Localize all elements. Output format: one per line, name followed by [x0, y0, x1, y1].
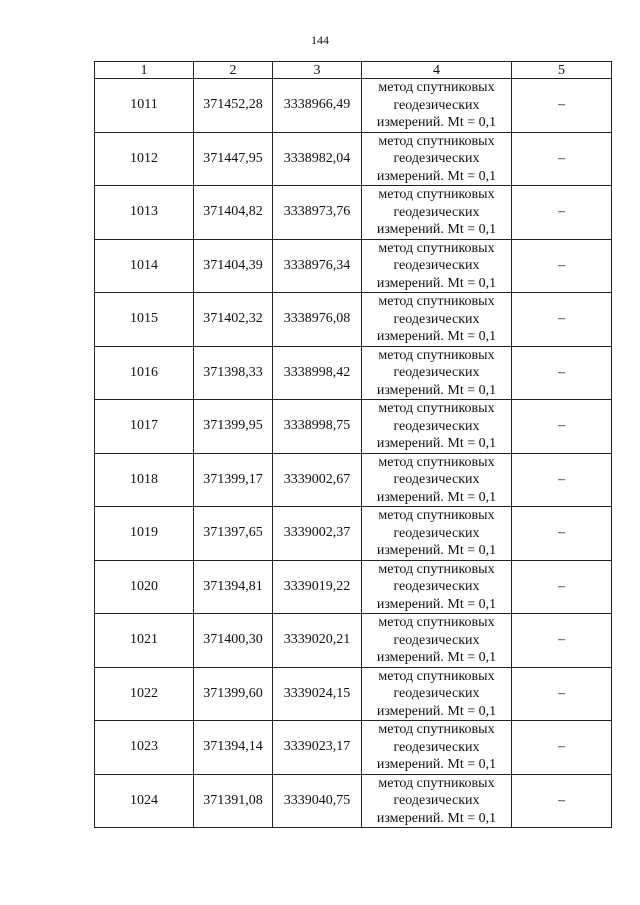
method-cell [362, 293, 512, 347]
column-header-1: 1 [95, 62, 194, 79]
method-line: метод спутниковых [378, 347, 495, 363]
point-number-cell: 1022 [95, 667, 194, 721]
note-cell: – [512, 774, 612, 828]
table-row [95, 239, 612, 293]
method-cell [362, 560, 512, 614]
method-line: геодезических [393, 579, 480, 594]
method-line: метод спутниковых [378, 722, 495, 737]
method-line: измерений. Mt = 0,1 [376, 757, 497, 772]
y-coordinate-cell: 3338976,34 [273, 239, 362, 293]
note-cell: – [512, 507, 612, 561]
note-cell: – [512, 132, 612, 186]
point-number-cell: 1019 [95, 507, 194, 561]
method-line: геодезических [393, 97, 480, 113]
x-coordinate-cell: 371398,33 [194, 346, 273, 400]
y-coordinate-cell: 3338998,42 [273, 346, 362, 400]
method-line: измерений. Mt = 0,1 [376, 543, 497, 558]
method-line: измерений. Mt = 0,1 [376, 168, 497, 184]
note-cell: – [512, 721, 612, 775]
method-cell [362, 614, 512, 668]
method-line: метод спутниковых [378, 668, 495, 684]
method-cell [362, 186, 512, 240]
method-line: метод спутниковых [378, 508, 495, 523]
method-cell [362, 721, 512, 775]
method-line: измерений. Mt = 0,1 [376, 275, 497, 291]
point-number-cell: 1024 [95, 774, 194, 828]
point-number-cell: 1012 [95, 132, 194, 186]
table-row [95, 453, 612, 507]
method-line: измерений. Mt = 0,1 [376, 382, 497, 398]
method-line: измерений. Mt = 0,1 [376, 436, 497, 451]
y-coordinate-cell: 3339002,67 [273, 453, 362, 507]
method-line: измерений. Mt = 0,1 [376, 703, 497, 719]
method-cell [362, 507, 512, 561]
table-row [95, 774, 612, 828]
y-coordinate-cell: 3339019,22 [273, 560, 362, 614]
table-row [95, 400, 612, 454]
coordinates-table [94, 61, 612, 828]
y-coordinate-cell: 3338998,75 [273, 400, 362, 454]
method-line: геодезических [393, 472, 480, 487]
method-line: метод спутниковых [378, 187, 495, 202]
point-number-cell: 1017 [95, 400, 194, 454]
method-line: измерений. Mt = 0,1 [376, 489, 497, 505]
method-line: метод спутниковых [378, 775, 495, 791]
y-coordinate-cell: 3339002,37 [273, 507, 362, 561]
method-cell [362, 400, 512, 454]
note-cell: – [512, 400, 612, 454]
y-coordinate-cell: 3338966,49 [273, 79, 362, 133]
y-coordinate-cell: 3338973,76 [273, 186, 362, 240]
x-coordinate-cell: 371400,30 [194, 614, 273, 668]
x-coordinate-cell: 371394,81 [194, 560, 273, 614]
x-coordinate-cell: 371397,65 [194, 507, 273, 561]
x-coordinate-cell: 371399,17 [194, 453, 273, 507]
method-line: метод спутниковых [378, 561, 495, 577]
x-coordinate-cell: 371404,82 [194, 186, 273, 240]
note-cell: – [512, 614, 612, 668]
y-coordinate-cell: 3338976,08 [273, 293, 362, 347]
note-cell: – [512, 293, 612, 347]
point-number-cell: 1023 [95, 721, 194, 775]
table-row [95, 560, 612, 614]
point-number-cell: 1011 [95, 79, 194, 133]
table-row [95, 79, 612, 133]
method-line: метод спутниковых [378, 294, 495, 309]
method-cell [362, 667, 512, 721]
point-number-cell: 1016 [95, 346, 194, 400]
method-cell [362, 132, 512, 186]
method-line: измерений. Mt = 0,1 [376, 115, 497, 130]
method-line: метод спутниковых [378, 401, 495, 416]
note-cell: – [512, 560, 612, 614]
method-line: измерений. Mt = 0,1 [376, 222, 497, 237]
column-header-3: 3 [273, 62, 362, 79]
x-coordinate-cell: 371404,39 [194, 239, 273, 293]
method-line: метод спутниковых [378, 240, 495, 256]
method-cell [362, 774, 512, 828]
method-line: геодезических [393, 793, 480, 808]
y-coordinate-cell: 3339020,21 [273, 614, 362, 668]
column-header-4: 4 [362, 62, 512, 79]
table-row [95, 507, 612, 561]
y-coordinate-cell: 3339040,75 [273, 774, 362, 828]
method-line: геодезических [393, 151, 480, 166]
method-line: геодезических [393, 418, 480, 434]
table-row [95, 614, 612, 668]
table-row [95, 132, 612, 186]
method-line: геодезических [393, 365, 480, 380]
method-line: геодезических [393, 525, 480, 541]
point-number-cell: 1021 [95, 614, 194, 668]
note-cell: – [512, 239, 612, 293]
x-coordinate-cell: 371399,95 [194, 400, 273, 454]
point-number-cell: 1014 [95, 239, 194, 293]
x-coordinate-cell: 371447,95 [194, 132, 273, 186]
y-coordinate-cell: 3339024,15 [273, 667, 362, 721]
table-row [95, 186, 612, 240]
note-cell: – [512, 79, 612, 133]
method-line: геодезических [393, 686, 480, 701]
method-line: метод спутниковых [378, 80, 495, 95]
point-number-cell: 1018 [95, 453, 194, 507]
x-coordinate-cell: 371394,14 [194, 721, 273, 775]
method-line: геодезических [393, 258, 480, 273]
method-line: геодезических [393, 632, 480, 648]
table-row [95, 346, 612, 400]
method-line: метод спутниковых [378, 454, 495, 470]
method-line: геодезических [393, 739, 480, 755]
method-line: измерений. Mt = 0,1 [376, 650, 497, 665]
method-cell [362, 346, 512, 400]
table-body [95, 79, 612, 828]
page-number: 144 [311, 33, 329, 47]
method-line: метод спутниковых [378, 133, 495, 149]
method-line: измерений. Mt = 0,1 [376, 329, 497, 344]
table-row [95, 667, 612, 721]
note-cell: – [512, 346, 612, 400]
method-line: измерений. Mt = 0,1 [376, 810, 497, 826]
note-cell: – [512, 186, 612, 240]
point-number-cell: 1015 [95, 293, 194, 347]
x-coordinate-cell: 371402,32 [194, 293, 273, 347]
method-line: геодезических [393, 311, 480, 327]
column-header-5: 5 [512, 62, 612, 79]
note-cell: – [512, 667, 612, 721]
method-cell [362, 239, 512, 293]
table-row [95, 721, 612, 775]
x-coordinate-cell: 371399,60 [194, 667, 273, 721]
x-coordinate-cell: 371391,08 [194, 774, 273, 828]
method-line: метод спутниковых [378, 615, 495, 630]
method-line: измерений. Mt = 0,1 [376, 596, 497, 612]
table-row [95, 293, 612, 347]
method-line: геодезических [393, 204, 480, 220]
note-cell: – [512, 453, 612, 507]
point-number-cell: 1013 [95, 186, 194, 240]
x-coordinate-cell: 371452,28 [194, 79, 273, 133]
header-row [95, 62, 612, 79]
method-cell [362, 79, 512, 133]
y-coordinate-cell: 3339023,17 [273, 721, 362, 775]
point-number-cell: 1020 [95, 560, 194, 614]
y-coordinate-cell: 3338982,04 [273, 132, 362, 186]
method-cell [362, 453, 512, 507]
column-header-2: 2 [194, 62, 273, 79]
